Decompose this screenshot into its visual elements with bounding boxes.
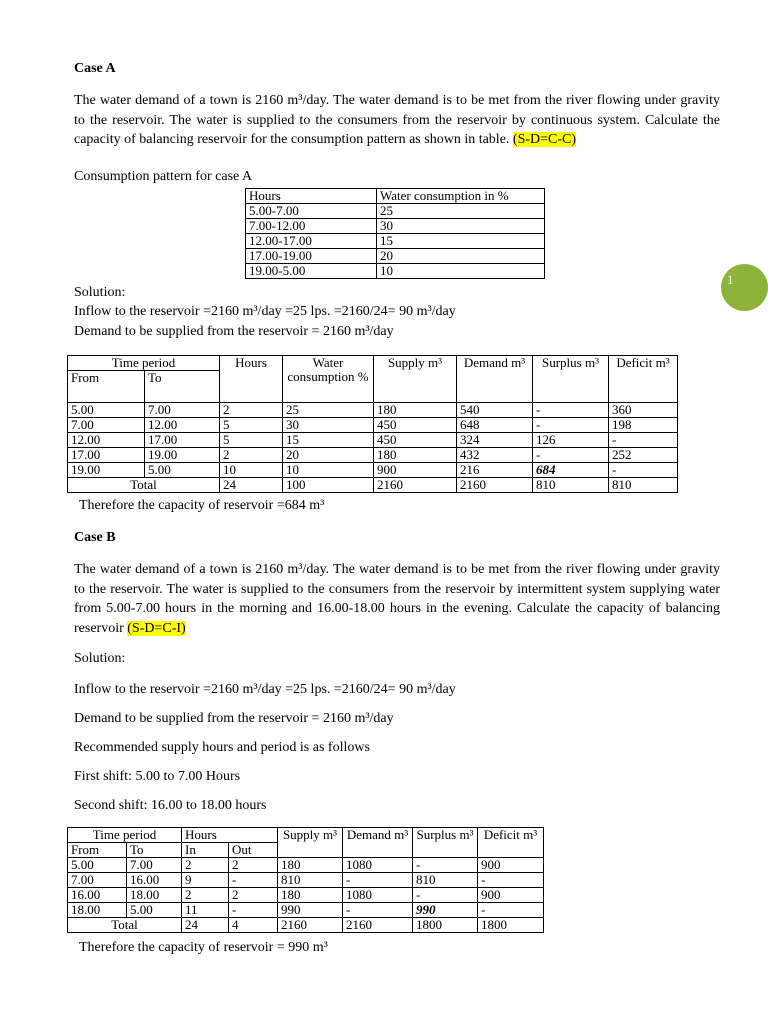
table-row xyxy=(68,356,678,371)
table-cell: 19.00 xyxy=(145,448,220,463)
total-label: Total xyxy=(68,478,220,493)
table-cell: 180 xyxy=(278,888,343,903)
table-cell: 2 xyxy=(220,448,283,463)
table-header: In xyxy=(182,843,229,858)
table-cell: 2 xyxy=(229,858,278,873)
table-header: Demand m³ xyxy=(343,828,413,858)
table-header: From xyxy=(68,371,145,403)
table-cell: 198 xyxy=(609,418,678,433)
table-cell: 2 xyxy=(182,858,229,873)
table-cell: - xyxy=(229,903,278,918)
table-header: Supply m³ xyxy=(278,828,343,858)
table-cell: 5.00 xyxy=(68,858,127,873)
table-row xyxy=(246,204,545,219)
table-cell: 18.00 xyxy=(68,903,127,918)
table-cell: 11 xyxy=(182,903,229,918)
table-cell: 30 xyxy=(283,418,374,433)
table-cell: 2160 xyxy=(374,478,457,493)
table-row xyxy=(68,888,544,903)
table-header: Hours xyxy=(246,189,377,204)
table-cell: - xyxy=(533,448,609,463)
case-b-conclusion: Therefore the capacity of reservoir = 990 m³ xyxy=(79,940,328,955)
table-cell: 4 xyxy=(229,918,278,933)
table-cell: 7.00 xyxy=(145,403,220,418)
table-cell: 25 xyxy=(377,204,545,219)
table-cell: 126 xyxy=(533,433,609,448)
table-cell: 20 xyxy=(283,448,374,463)
table-header: Deficit m³ xyxy=(609,356,678,403)
case-a-problem-body: The water demand of a town is 2160 m³/day. The water demand is to be met from the river flowing under gravity to the reservoir. The water is supplied to the consumers from the reservoir by continuous system. Calculate the capacity of balancing reservoir for the consumption pattern as shown in table. xyxy=(74,93,720,148)
table-row xyxy=(246,264,545,279)
page-number-badge xyxy=(721,264,768,311)
table-cell: 12.00 xyxy=(145,418,220,433)
table-cell: 990 xyxy=(278,903,343,918)
first-shift: First shift: 5.00 to 7.00 Hours xyxy=(74,769,241,784)
table-cell: 810 xyxy=(278,873,343,888)
table-cell: - xyxy=(413,858,478,873)
table-row xyxy=(68,858,544,873)
table-cell: 5.00 xyxy=(127,903,182,918)
table-cell: 900 xyxy=(478,858,544,873)
total-label: Total xyxy=(68,918,182,933)
table-row xyxy=(68,918,544,933)
case-a-heading: Case A xyxy=(74,61,116,76)
table-cell: - xyxy=(478,873,544,888)
table-cell: 900 xyxy=(478,888,544,903)
table-header: Supply m³ xyxy=(374,356,457,403)
table-cell: 810 xyxy=(533,478,609,493)
table-header: From xyxy=(68,843,127,858)
table-cell: 19.00-5.00 xyxy=(246,264,377,279)
table-row xyxy=(68,478,678,493)
table-cell: - xyxy=(229,873,278,888)
table-cell: 16.00 xyxy=(127,873,182,888)
case-a-solution-label: Solution: xyxy=(74,285,126,300)
table-header: Water consumption in % xyxy=(377,189,545,204)
table-header: Time period xyxy=(68,356,220,371)
table-row xyxy=(68,463,678,478)
case-b-heading: Case B xyxy=(74,530,116,545)
table-header-spacer xyxy=(220,371,283,403)
table-cell: 252 xyxy=(609,448,678,463)
table-cell: 540 xyxy=(457,403,533,418)
table-cell: 2 xyxy=(182,888,229,903)
table-cell: 5.00 xyxy=(68,403,145,418)
table-cell: 810 xyxy=(413,873,478,888)
table-cell: 1080 xyxy=(343,858,413,873)
table-header: Water consumption % xyxy=(283,356,374,403)
table-cell: 2 xyxy=(229,888,278,903)
table-cell: 1800 xyxy=(413,918,478,933)
table-cell: 16.00 xyxy=(68,888,127,903)
table-cell: 17.00-19.00 xyxy=(246,249,377,264)
table-cell: 180 xyxy=(374,448,457,463)
table-cell: 180 xyxy=(374,403,457,418)
table-header: Hours xyxy=(182,828,278,843)
table-cell: 450 xyxy=(374,433,457,448)
second-shift: Second shift: 16.00 to 18.00 hours xyxy=(74,798,267,813)
table-cell: - xyxy=(533,403,609,418)
table-cell: 18.00 xyxy=(127,888,182,903)
table-cell: 24 xyxy=(182,918,229,933)
table-cell: 24 xyxy=(220,478,283,493)
capacity-cell: 684 xyxy=(533,463,609,478)
table-cell: - xyxy=(413,888,478,903)
table-cell: 100 xyxy=(283,478,374,493)
table-row xyxy=(246,234,545,249)
table-cell: 17.00 xyxy=(68,448,145,463)
table-cell: 2160 xyxy=(457,478,533,493)
table-cell: - xyxy=(609,433,678,448)
table-cell: 5.00-7.00 xyxy=(246,204,377,219)
table-header: To xyxy=(127,843,182,858)
table-cell: 900 xyxy=(374,463,457,478)
table-cell: 180 xyxy=(278,858,343,873)
table-row xyxy=(68,418,678,433)
case-b-problem-body: The water demand of a town is 2160 m³/day. The water demand is to be met from the river flowing under gravity to the reservoir. The water is supplied to the consumers from the reservoir by intermittent system supplying water from 5.00-7.00 hours in the morning and 16.00-18.00 hours in the evening. Calculate the capacity of balancing reservoir xyxy=(74,562,720,636)
case-b-demand: Demand to be supplied from the reservoir = 2160 m³/day xyxy=(74,711,394,726)
table-cell: 10 xyxy=(377,264,545,279)
table-cell: 12.00-17.00 xyxy=(246,234,377,249)
table-cell: - xyxy=(343,873,413,888)
page-number: 1 xyxy=(727,272,734,287)
table-cell: 7.00 xyxy=(68,873,127,888)
table-cell: 5 xyxy=(220,418,283,433)
case-b-solution-label: Solution: xyxy=(74,651,126,666)
table-header: Surplus m³ xyxy=(413,828,478,858)
case-b-reservoir-table xyxy=(67,827,544,933)
table-cell: 25 xyxy=(283,403,374,418)
table-cell: 12.00 xyxy=(68,433,145,448)
table-header: Deficit m³ xyxy=(478,828,544,858)
case-a-problem-text xyxy=(74,91,720,150)
table-header: To xyxy=(145,371,220,403)
table-cell: 1800 xyxy=(478,918,544,933)
table-cell: 19.00 xyxy=(68,463,145,478)
table-header: Time period xyxy=(68,828,182,843)
table-header: Hours xyxy=(220,356,283,371)
case-b-problem-text xyxy=(74,560,720,638)
recommended-label: Recommended supply hours and period is as follows xyxy=(74,740,370,755)
table-cell: 10 xyxy=(220,463,283,478)
case-a-inflow: Inflow to the reservoir =2160 m³/day =25 lps. =2160/24= 90 m³/day xyxy=(74,304,456,319)
capacity-cell: 990 xyxy=(413,903,478,918)
case-b-highlight: (S-D=C-I) xyxy=(127,620,186,636)
table-cell: 15 xyxy=(283,433,374,448)
table-cell: 810 xyxy=(609,478,678,493)
table-cell: 2 xyxy=(220,403,283,418)
table-cell: - xyxy=(478,903,544,918)
table-cell: 324 xyxy=(457,433,533,448)
table-cell: - xyxy=(533,418,609,433)
table-row xyxy=(246,249,545,264)
table-cell: - xyxy=(343,903,413,918)
table-row xyxy=(68,873,544,888)
table-row xyxy=(68,403,678,418)
table-cell: 216 xyxy=(457,463,533,478)
table-header: Demand m³ xyxy=(457,356,533,403)
table-header: Out xyxy=(229,843,278,858)
case-a-conclusion: Therefore the capacity of reservoir =684 m³ xyxy=(79,498,325,513)
table-row xyxy=(68,828,544,843)
table-cell: 5.00 xyxy=(145,463,220,478)
table-cell: 7.00-12.00 xyxy=(246,219,377,234)
table-row xyxy=(68,433,678,448)
table-cell: 15 xyxy=(377,234,545,249)
table-cell: - xyxy=(609,463,678,478)
consumption-pattern-table xyxy=(245,188,545,279)
consumption-pattern-label: Consumption pattern for case A xyxy=(74,169,253,184)
table-cell: 360 xyxy=(609,403,678,418)
table-row xyxy=(246,189,545,204)
table-row xyxy=(246,219,545,234)
table-row xyxy=(68,903,544,918)
table-row xyxy=(68,448,678,463)
table-cell: 17.00 xyxy=(145,433,220,448)
table-cell: 450 xyxy=(374,418,457,433)
table-cell: 20 xyxy=(377,249,545,264)
case-a-highlight: (S-D=C-C) xyxy=(512,132,577,148)
table-cell: 648 xyxy=(457,418,533,433)
table-cell: 7.00 xyxy=(127,858,182,873)
table-cell: 2160 xyxy=(343,918,413,933)
table-cell: 9 xyxy=(182,873,229,888)
case-a-reservoir-table xyxy=(67,355,678,493)
case-a-demand: Demand to be supplied from the reservoir = 2160 m³/day xyxy=(74,324,394,339)
table-cell: 2160 xyxy=(278,918,343,933)
table-cell: 30 xyxy=(377,219,545,234)
table-cell: 432 xyxy=(457,448,533,463)
table-cell: 1080 xyxy=(343,888,413,903)
table-cell: 5 xyxy=(220,433,283,448)
table-cell: 10 xyxy=(283,463,374,478)
table-cell: 7.00 xyxy=(68,418,145,433)
table-header: Surplus m³ xyxy=(533,356,609,403)
case-b-inflow: Inflow to the reservoir =2160 m³/day =25 lps. =2160/24= 90 m³/day xyxy=(74,682,456,697)
